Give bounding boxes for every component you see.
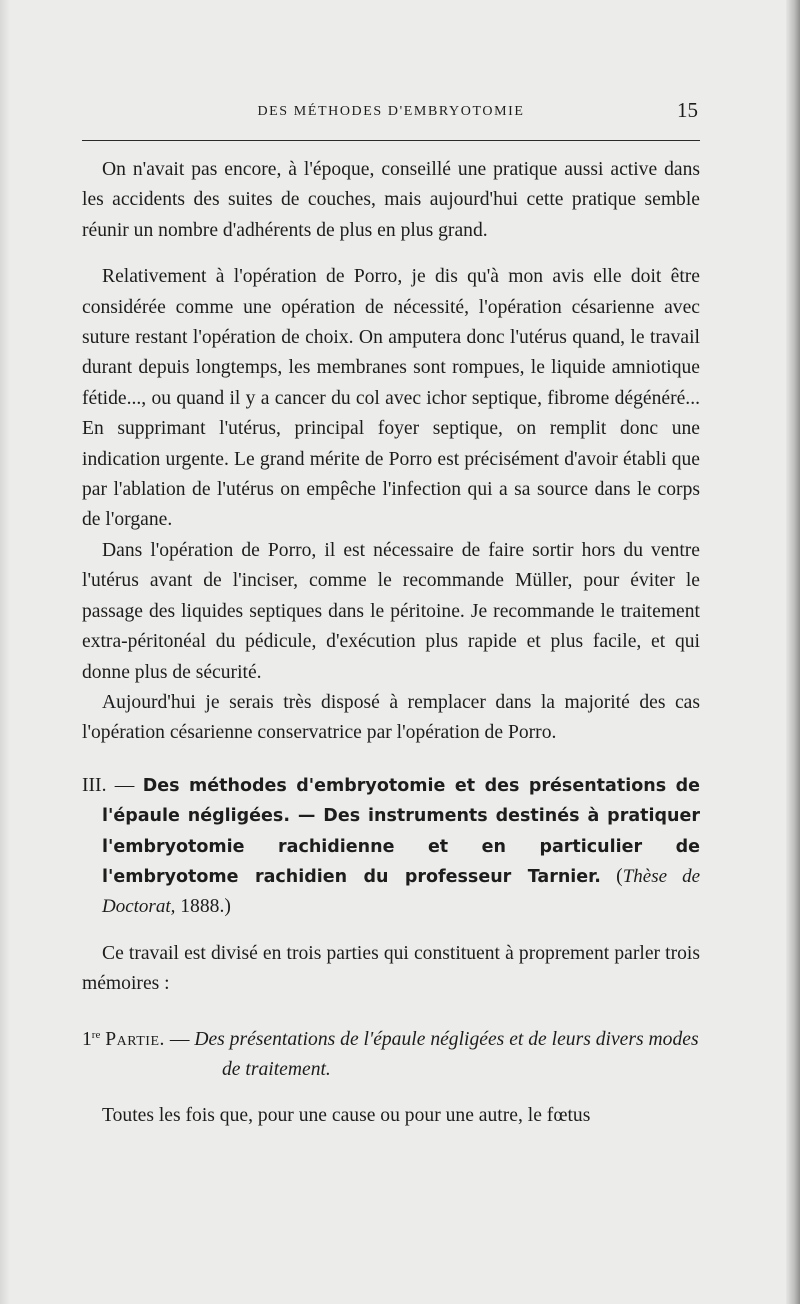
citation-open: ( [616,865,623,887]
part-title: Des présentations de l'épaule négligées et de leurs divers modes de traitement. [194,1028,699,1080]
part-dash: — [164,1028,195,1050]
scan-edge-right [786,0,800,1304]
paragraph: Relativement à l'opération de Porro, je dis qu'à mon avis elle doit être considérée comme une opération de nécessité, l'opération césarienne avec suture restant l'opération de choix. On amputera donc l'utérus quand, le travail durant depuis longtemps, les membranes sont rompues, le liquide amniotique fétide..., ou quand il y a cancer du col avec ichor septique, fibrome dégénéré... En supprimant l'utérus, principal foyer septique, on remplit donc une indication urgente. Le grand mérite de Porro est précisément d'avoir établi que par l'ablation de l'utérus on empêche l'infection qui a sa source dans le corps de l'organe. [82,266,700,531]
header-rule [82,140,700,141]
part-heading [82,1020,700,1086]
paragraph: Dans l'opération de Porro, il est nécessaire de faire sortir hors du ventre l'utérus avant de l'inciser, comme le recommande Müller, pour éviter le passage des liquides septiques dans le péritoine. Je recommande le traitement extra-péritonéal du pédicule, d'exécution plus rapide et plus facile, et qui donne plus de sécurité. [82,539,700,683]
running-title: DES MÉTHODES D'EMBRYOTOMIE [257,104,525,119]
section-title: Des méthodes d'embryotomie et des présentations de l'épaule négligées. — Des instruments destinés à pratiquer l'embryotomie rachidienne et en particulier de l'embryotome rachidien du professeur Tarnier. [102,775,701,887]
scan-edge-left [0,0,10,1304]
part-ordinal-sup: re [91,1028,101,1041]
citation-rest: 1888.) [175,896,231,918]
book-page [82,96,700,1132]
section-heading [82,771,700,923]
intro-paragraph: Ce travail est divisé en trois parties qui constituent à proprement parler trois mémoires : [82,942,700,995]
part-label: Partie. [105,1028,165,1050]
paragraph: Aujourd'hui je serais très disposé à remplacer dans la majorité des cas l'opération césarienne conservatrice par l'opération de Porro. [82,691,700,744]
paragraph: On n'avait pas encore, à l'époque, conseillé une pratique aussi active dans les accidents des suites de couches, mais aujourd'hui cette pratique semble réunir un nombre d'adhérents de plus en plus grand. [82,159,700,241]
section-number: III. — [82,774,135,796]
final-text [82,1101,700,1131]
final-paragraph: Toutes les fois que, pour une cause ou pour une autre, le fœtus [102,1105,591,1127]
intro-text [82,939,700,1000]
running-head [82,96,700,124]
page-number: 15 [677,98,698,122]
body-text [82,155,700,749]
part-ordinal: 1 [82,1028,92,1050]
citation-italic: Thèse de Doctorat, [102,865,701,918]
